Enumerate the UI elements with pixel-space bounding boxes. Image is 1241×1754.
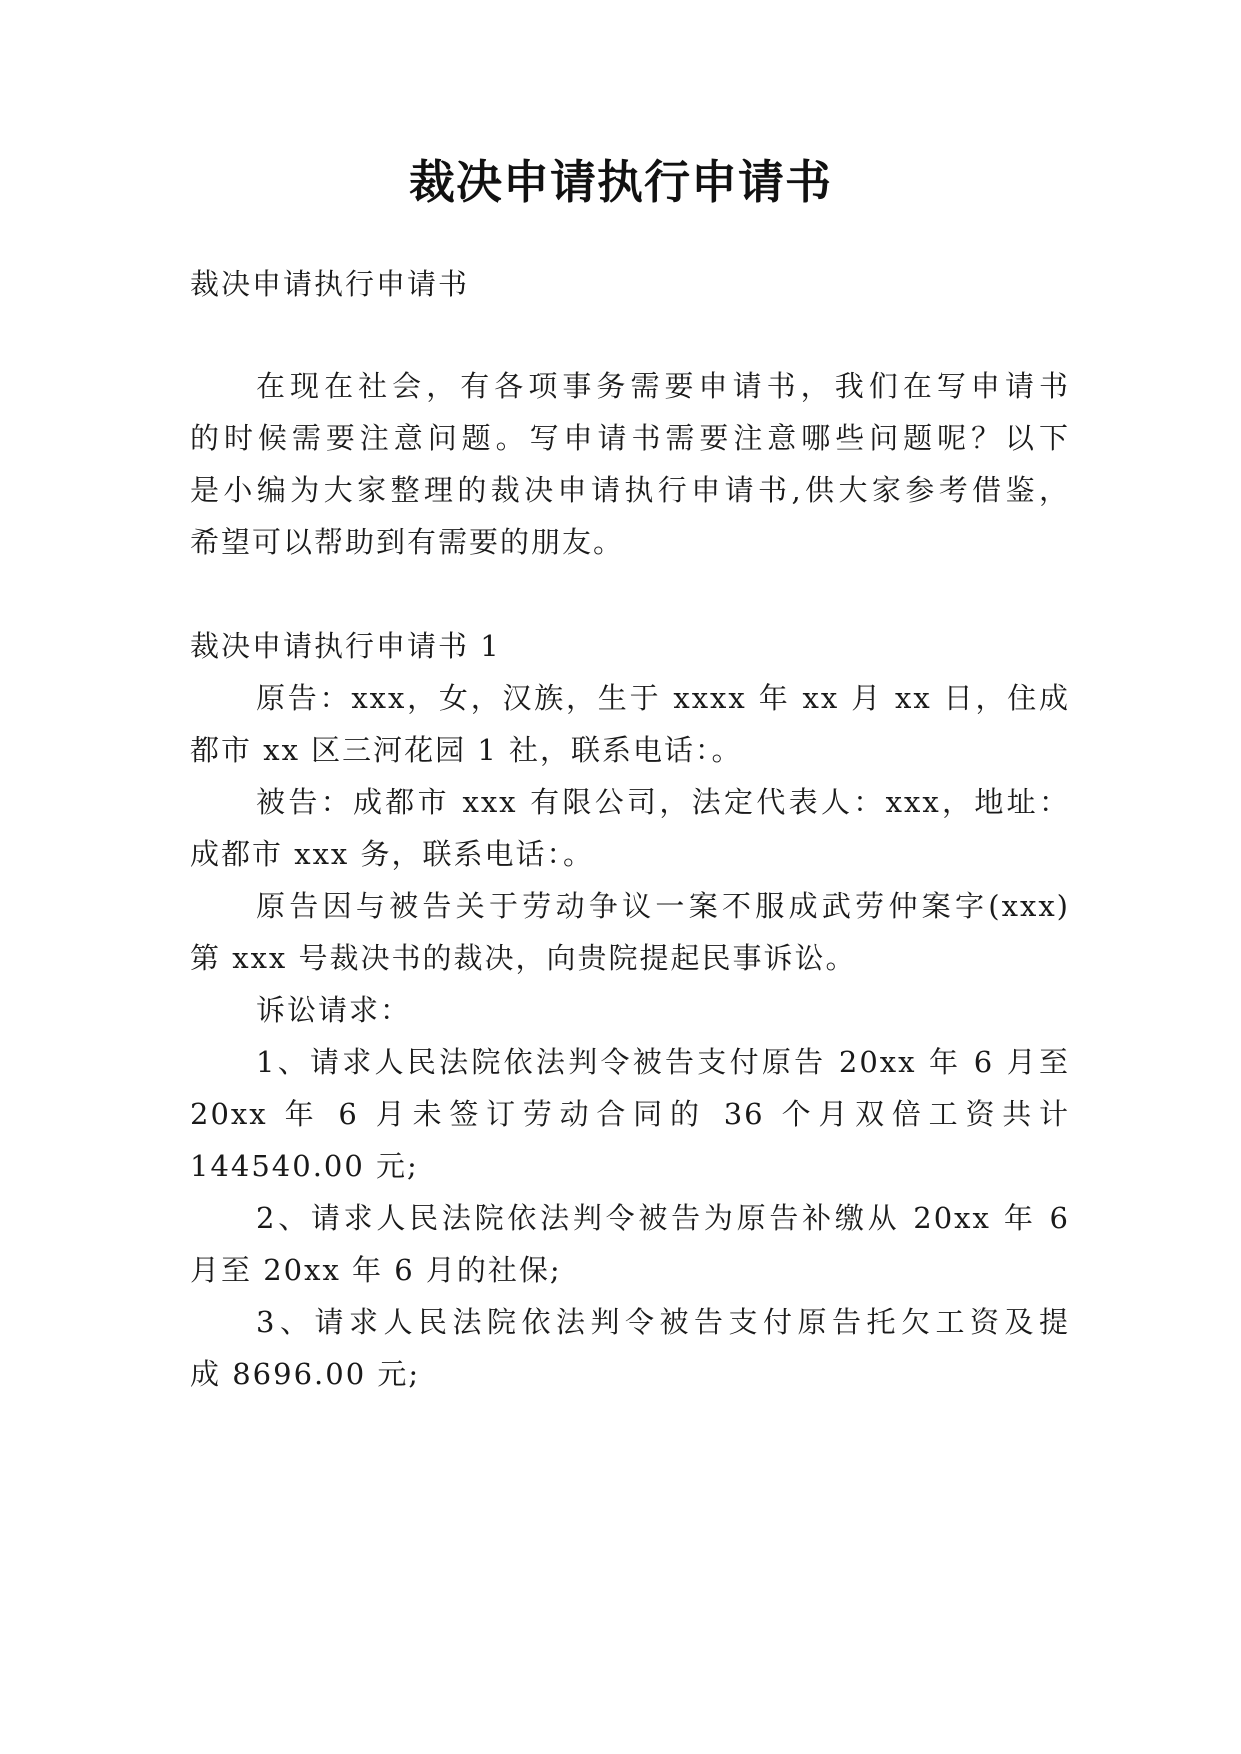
document-title: 裁决申请执行申请书 [409, 155, 832, 209]
body-line: 都市 xx 区三河花园 1 社，联系电话：。 [190, 733, 743, 767]
body-line: 成 8696.00 元; [190, 1357, 421, 1391]
body-line: 被告：成都市 xxx 有限公司，法定代表人：xxx，地址： [256, 785, 1070, 819]
section-heading: 裁决申请执行申请书 1 [190, 629, 501, 663]
body-line: 原告：xxx，女，汉族，生于 xxxx 年 xx 月 xx 日，住成 [256, 681, 1070, 715]
body-line: 诉讼请求： [256, 993, 412, 1027]
intro-line-3: 是小编为大家整理的裁决申请执行申请书,供大家参考借鉴， [190, 473, 1070, 507]
body-line: 月至 20xx 年 6 月的社保; [190, 1253, 562, 1287]
intro-line-2: 的时候需要注意问题。写申请书需要注意哪些问题呢？以下 [190, 421, 1070, 455]
body-line: 第 xxx 号裁决书的裁决，向贵院提起民事诉讼。 [190, 941, 857, 975]
body-line: 2、请求人民法院依法判令被告为原告补缴从 20xx 年 6 [256, 1201, 1070, 1235]
body-line: 20xx 年 6 月未签订劳动合同的 36 个月双倍工资共计 [190, 1097, 1070, 1131]
body-line: 成都市 xxx 务，联系电话：。 [190, 837, 595, 871]
body-line: 1、请求人民法院依法判令被告支付原告 20xx 年 6 月至 [256, 1045, 1070, 1079]
body-line: 3、请求人民法院依法判令被告支付原告托欠工资及提 [256, 1305, 1070, 1339]
intro-line-1: 在现在社会，有各项事务需要申请书，我们在写申请书 [256, 369, 1070, 403]
intro-line-4: 希望可以帮助到有需要的朋友。 [190, 525, 625, 559]
document-subtitle: 裁决申请执行申请书 [190, 267, 470, 301]
body-line: 144540.00 元; [190, 1149, 419, 1183]
body-line: 原告因与被告关于劳动争议一案不服成武劳仲案字(xxx) [256, 889, 1070, 923]
